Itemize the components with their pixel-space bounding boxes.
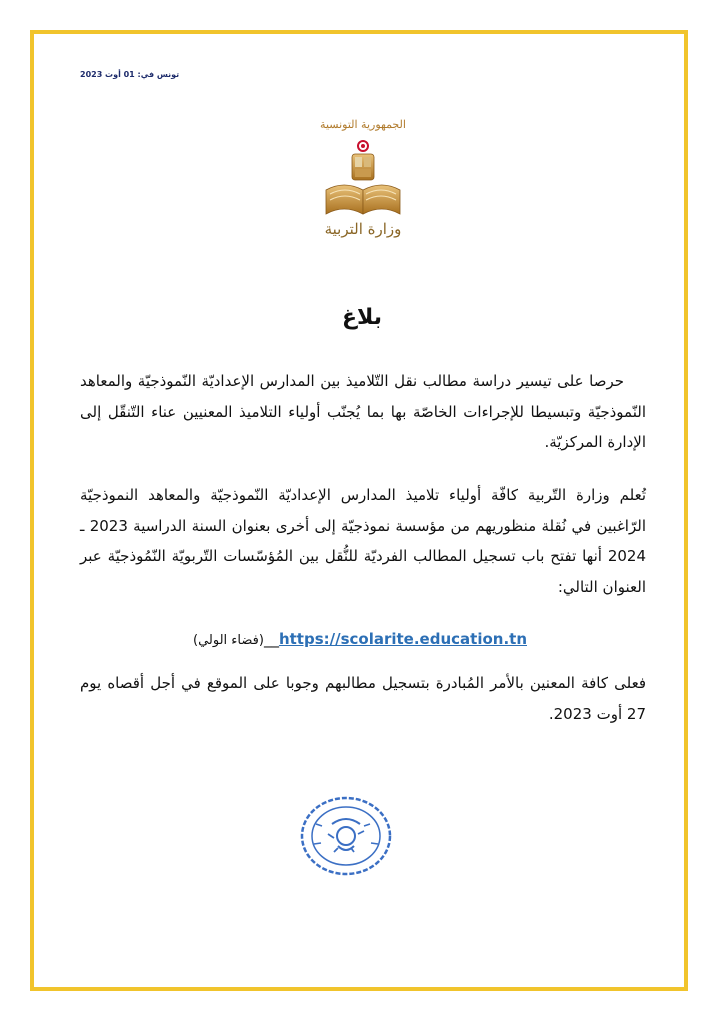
paragraph-deadline: فعلى كافة المعنين بالأمر المُبادرة بتسجيل مطالبهم وجوبا على الموقع في أجل أقصاه يوم 27 أوت 2023. (80, 674, 646, 723)
document-title: بلاغ (342, 305, 382, 330)
official-stamp-icon (298, 794, 394, 878)
link-separator: __ (263, 630, 279, 648)
paragraph-intro: حرصا على تيسير دراسة مطالب نقل التّلاميذ بين المدارس الإعداديّة النّموذجيّة والمعاهد النّموذجيّة وتبسيطا للإجراءات الخاصّة بها بما يُجنّب أولياء التلاميذ المعنيين عناء التّنقّل إلى الإدارة المركزيّة. (80, 372, 646, 451)
logo-ministry-text: وزارة التربية (324, 220, 402, 238)
book-emblem-icon (318, 132, 408, 222)
link-note: (فضاء الولي) (193, 633, 264, 648)
paragraph-announcement: تُعلم وزارة التّربية كافّة أولياء تلاميذ المدارس الإعداديّة النّموذجيّة والمعاهد النموذجيّة الرّاغبين في نُقلة منظوريهم من مؤسسة نموذجيّة إلى أخرى بعنوان السنة الدراسية 2023 ـ 2024 أنها تفتح باب تسجيل المطالب الفرديّة للنُّقل بين المُؤسّسات التّربويّة النّمُوذجيّة عبر العنوان التالي: (80, 486, 646, 596)
ministry-logo (318, 118, 408, 248)
registration-link-line (170, 624, 550, 656)
logo-republic-text: الجمهورية التونسية (320, 118, 406, 131)
document-date: تونس في: 01 أوت 2023 (80, 70, 180, 79)
registration-link[interactable]: https://scolarite.education.tn (278, 630, 527, 648)
